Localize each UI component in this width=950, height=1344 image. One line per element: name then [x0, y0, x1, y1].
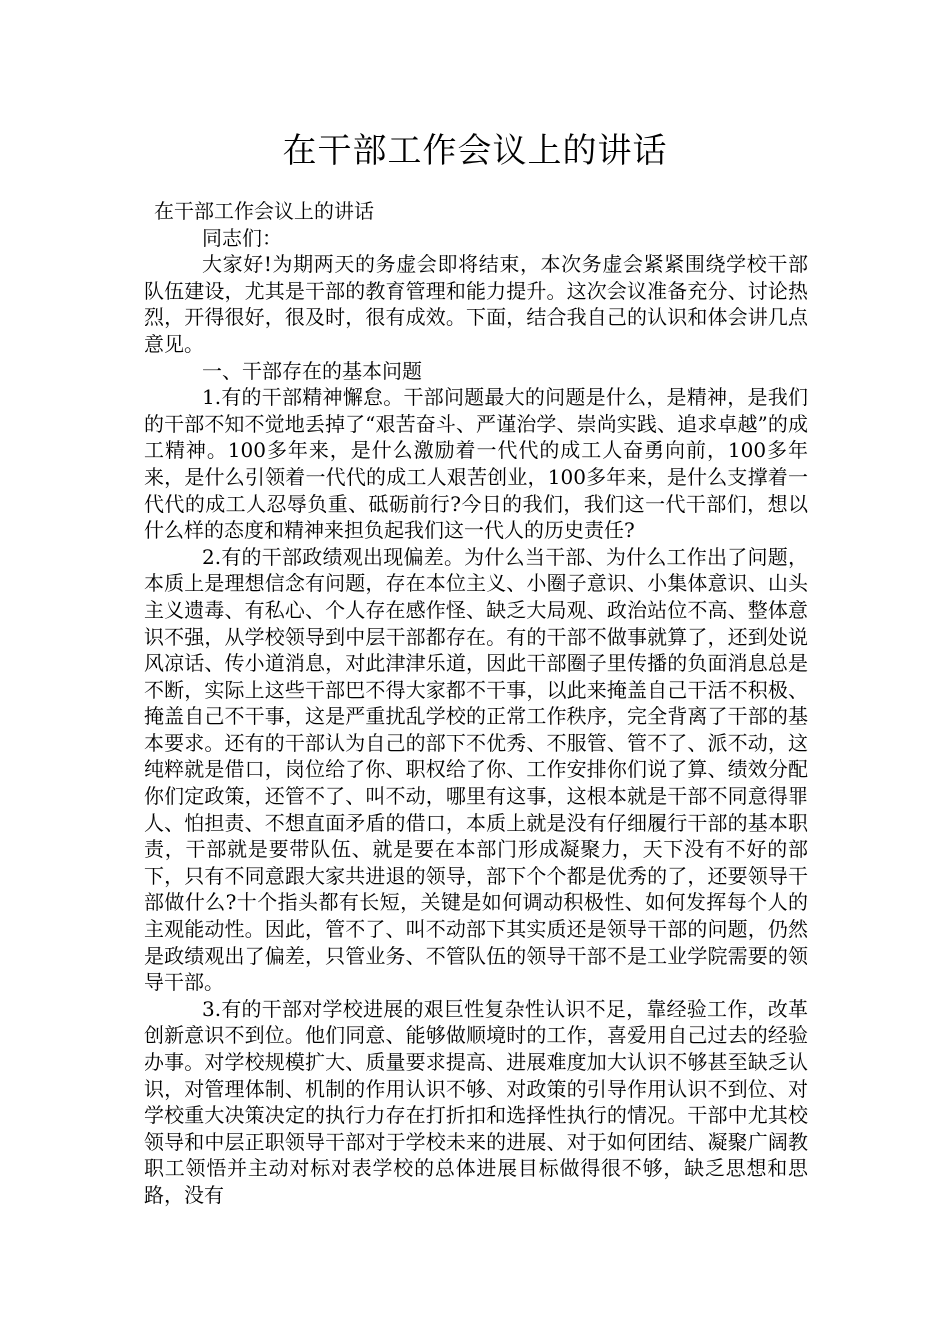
section-heading: 一、干部存在的基本问题 — [202, 358, 422, 383]
document-body — [144, 198, 808, 1209]
salutation: 同志们： — [202, 225, 282, 250]
paragraph-point-3: 3.有的干部对学校进展的艰巨性复杂性认识不足，靠经验工作，改革创新意识不到位。他们同意、能够做顺境时的工作，喜爱用自己过去的经验办事。对学校规模扩大、质量要求提高、进展难度加大认识不够甚至缺乏认识，对管理体制、机制的作用认识不够、对政策的引导作用认识不到位、对学校重大决策决定的执行力存在打折扣和选择性执行的情况。干部中尤其校领导和中层正职领导干部对于学校未来的进展、对于如何团结、凝聚广阔教职工领悟并主动对标对表学校的总体进展目标做得很不够，缺乏思想和思路，没有 — [144, 996, 808, 1207]
paragraph-intro: 大家好!为期两天的务虚会即将结束，本次务虚会紧紧围绕学校干部队伍建设，尤其是干部的教育管理和能力提升。这次会议准备充分、讨论热烈，开得很好，很及时，很有成效。下面，结合我自己的认识和体会讲几点意见。 — [144, 252, 808, 356]
paragraph-point-2: 2.有的干部政绩观出现偏差。为什么当干部、为什么工作出了问题，本质上是理想信念有问题，存在本位主义、小圈子意识、小集体意识、山头主义遗毒、有私心、个人存在感作怪、缺乏大局观、政治站位不高、整体意识不强，从学校领导到中层干部都存在。有的干部不做事就算了，还到处说风凉话、传小道消息，对此津津乐道，因此干部圈子里传播的负面消息总是不断，实际上这些干部巴不得大家都不干事，以此来掩盖自己干活不积极、掩盖自己不干事，这是严重扰乱学校的正常工作秩序，完全背离了干部的基本要求。还有的干部认为自己的部下不优秀、不服管、管不了、派不动，这纯粹就是借口，岗位给了你、职权给了你、工作安排你们说了算、绩效分配你们定政策，还管不了、叫不动，哪里有这事，这根本就是干部不同意得罪人、怕担责、不想直面矛盾的借口，本质上就是没有仔细履行干部的基本职责，干部就是要带队伍、就是要在本部门形成凝聚力，天下没有不好的部下，只有不同意跟大家共进退的领导，部下个个都是优秀的了，还要领导干部做什么?十个指头都有长短，关键是如何调动积极性、如何发挥每个人的主观能动性。因此，管不了、叫不动部下其实质还是领导干部的问题，仍然是政绩观出了偏差，只管业务、不管队伍的领导干部不是工业学院需要的领导干部。 — [144, 544, 808, 995]
document-subtitle: 在干部工作会议上的讲话 — [154, 199, 374, 223]
paragraph-point-1: 1.有的干部精神懈怠。干部问题最大的问题是什么，是精神，是我们的干部不知不觉地丢掉了“艰苦奋斗、严谨治学、崇尚实践、追求卓越”的成工精神。100多年来，是什么激励着一代代的成工人奋勇向前，100多年来，是什么引领着一代代的成工人艰苦创业，100多年来，是什么支撑着一代代的成工人忍辱负重、砥砺前行?今日的我们，我们这一代干部们，想以什么样的态度和精神来担负起我们这一代人的历史责任? — [144, 385, 808, 543]
document-title: 在干部工作会议上的讲话 — [282, 131, 668, 171]
